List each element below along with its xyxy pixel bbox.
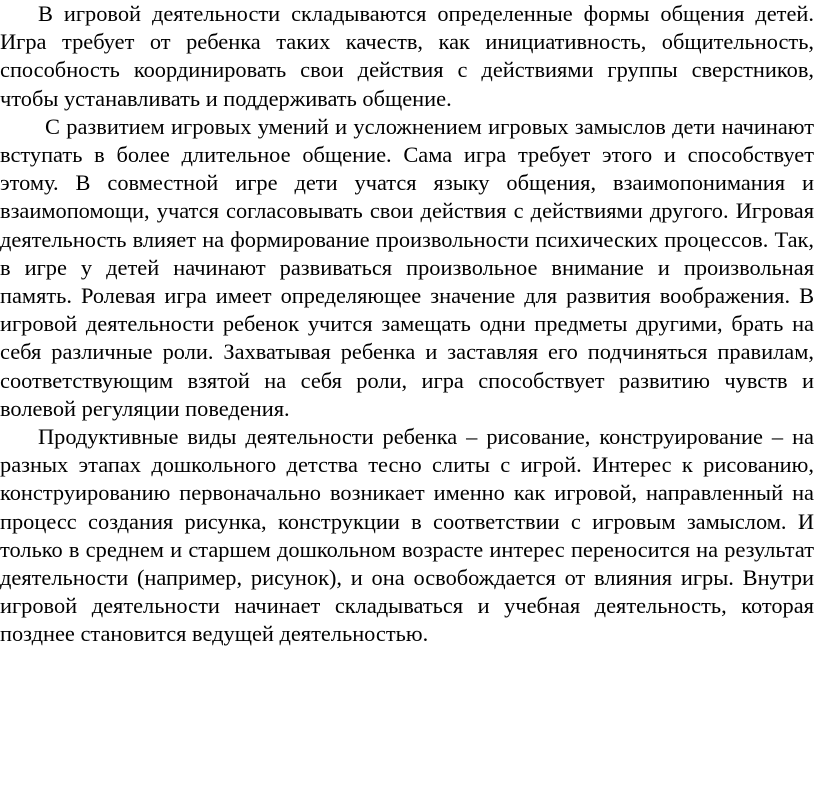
paragraph-1: В игровой деятельности складываются определенные формы общения детей. Игра требует от ребенка таких качеств, как инициативность, общительность, способность координировать свои действия с действиями группы сверстников, чтобы устанавливать и поддерживать общение. (0, 1, 814, 111)
paragraph-3: Продуктивные виды деятельности ребенка – рисование, конструирование – на разных этапах дошкольного детства тесно слиты с игрой. Интерес к рисованию, конструированию первоначально возникает именно как игровой, направленный на процесс создания рисунка, конструкции в соответствии с игровым замыслом. И только в среднем и старшем дошкольном возрасте интерес переносится на результат деятельности (например, рисунок), и она освобождается от влияния игры. Внутри игровой деятельности начинает складываться и учебная деятельность, которая позднее становится ведущей деятельностью. (0, 424, 814, 647)
paragraph-2: С развитием игровых умений и усложнением игровых замыслов дети начинают вступать в более длительное общение. Сама игра требует этого и способствует этому. В совместной игре дети учатся языку общения, взаимопонимания и взаимопомощи, учатся согласовывать свои действия с действиями другого. Игровая деятельность влияет на формирование произвольности психических процессов. Так, в игре у детей начинают развиваться произвольное внимание и произвольная память. Ролевая игра имеет определяющее значение для развития воображения. В игровой деятельности ребенок учится замещать одни предметы другими, брать на себя различные роли. Захватывая ребенка и заставляя его подчиняться правилам, соответствующим взятой на себя роли, игра способствует развитию чувств и волевой регуляции поведения. (0, 113, 814, 421)
